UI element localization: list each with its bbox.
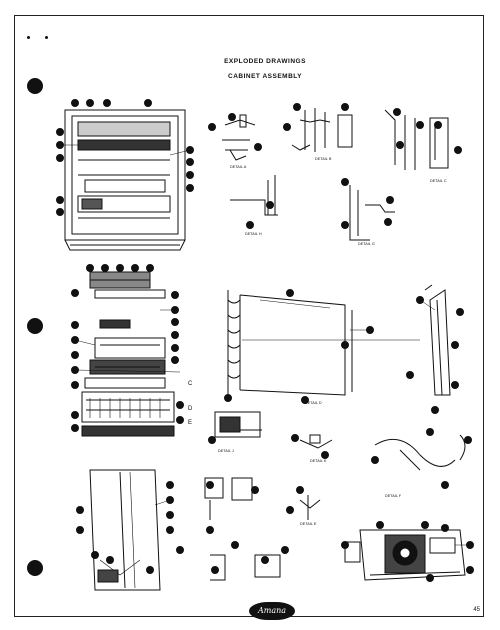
detail-label-k: DETAIL K	[310, 459, 327, 463]
evaporator-coil-assembly	[228, 290, 420, 395]
detail-label-d: DETAIL D	[305, 401, 322, 405]
air-duct-assembly	[425, 285, 450, 395]
bracket-parts	[205, 478, 320, 580]
page-number: 45	[473, 607, 480, 613]
detail-b-drawing	[292, 108, 352, 152]
cabinet-front-view	[65, 110, 185, 250]
detail-label-c: DETAIL C	[430, 179, 447, 183]
detail-label-e: DETAIL E	[300, 522, 317, 526]
detail-g-drawing	[350, 185, 395, 240]
detail-a-drawing	[222, 115, 255, 160]
compressor-compartment	[345, 530, 465, 580]
detail-k-drawing	[300, 435, 332, 448]
page-title: EXPLODED DRAWINGS	[224, 58, 306, 65]
page-subtitle: CABINET ASSEMBLY	[228, 73, 302, 80]
side-label-e: E	[188, 420, 193, 426]
detail-c-drawing	[385, 110, 448, 170]
detail-label-j: DETAIL J	[218, 449, 234, 453]
detail-label-b: DETAIL B	[315, 157, 332, 161]
detail-j-drawing	[215, 412, 262, 437]
brand-logo: Amana	[249, 602, 295, 620]
detail-h-drawing	[230, 175, 278, 215]
part-callouts	[57, 100, 474, 582]
interior-components-stack	[75, 272, 180, 436]
detail-label-f: DETAIL F	[385, 494, 402, 498]
detail-label-g: DETAIL G	[358, 242, 375, 246]
detail-f-drawing	[375, 435, 465, 470]
detail-label-h: DETAIL H	[245, 232, 262, 236]
side-label-d: D	[188, 406, 193, 412]
side-label-c: C	[188, 381, 193, 387]
detail-label-a: DETAIL A	[230, 165, 247, 169]
